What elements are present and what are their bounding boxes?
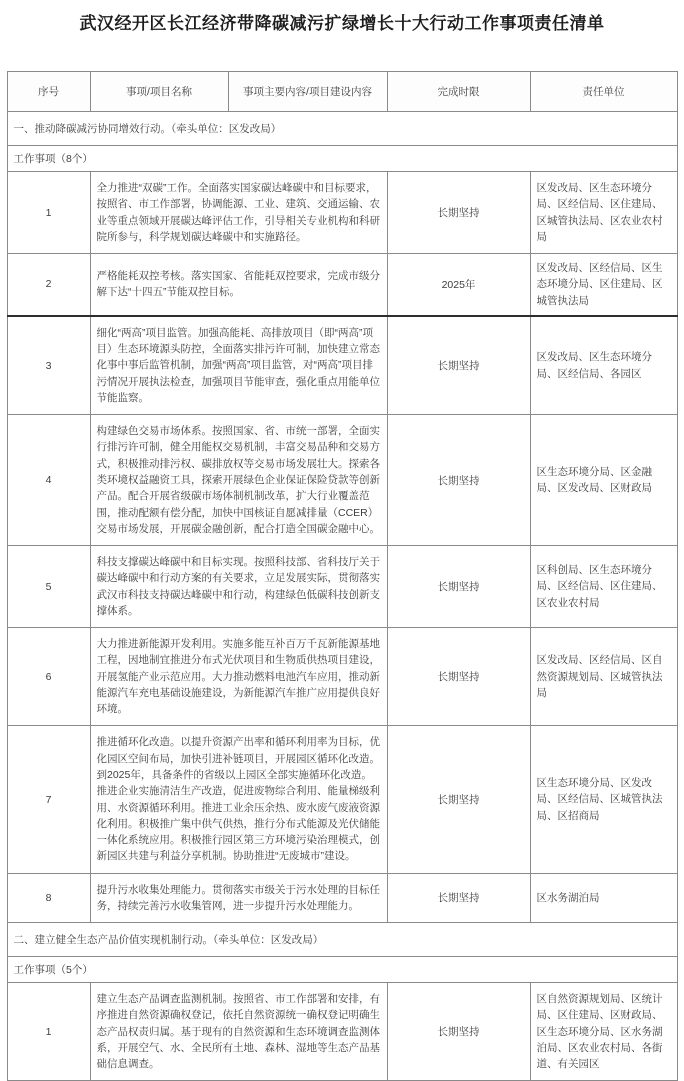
row-deadline-cell: 长期坚持 bbox=[387, 873, 530, 923]
row-unit-cell: 区发改局、区经信局、区自然资源规划局、区城管执法局 bbox=[530, 628, 677, 726]
row-content-cell: 构建绿色交易市场体系。按照国家、省、市统一部署，全面实行排污许可制，健全用能权交易机制，丰富交易品种和交易方式，积极推动排污权、碳排放权等交易市场发展壮大。探索各类环境权益融资工具，探索开展绿色企业保证保险贷款等创新产品。配合开展省级碳市场体制机制改革，扩大行业覆盖范围，推动配额有偿分配，加快中国核证自愿减排量（CCER）交易市场发展，开展碳金融创新，配合打造全国碳金融中心。 bbox=[90, 415, 387, 546]
row-number-cell: 1 bbox=[7, 983, 90, 1081]
row-deadline-cell: 长期坚持 bbox=[387, 415, 530, 546]
row-number-cell: 7 bbox=[7, 726, 90, 873]
row-number-cell: 3 bbox=[7, 316, 90, 415]
row-number-cell: 6 bbox=[7, 628, 90, 726]
row-content-cell: 细化“两高”项目监管。加强高能耗、高排放项目（即“两高”项目）生态环境源头防控，全面落实排污许可制，加快建立常态化事中事后监管机制，加强“两高”项目监管，对“两高”项目排污情况开展执法检查，加强项目节能审查，强化重点用能单位节能监察。 bbox=[90, 316, 387, 415]
row-deadline-cell: 2025年 bbox=[387, 254, 530, 316]
row-unit-cell: 区生态环境分局、区发改局、区经信局、区城管执法局、区招商局 bbox=[530, 726, 677, 873]
row-content-cell: 建立生态产品调查监测机制。按照省、市工作部署和安排，有序推进自然资源确权登记，依托自然资源统一确权登记明确生态产品权责归属。基于现有的自然资源和生态环境调查监测体系，开展空气、水、全民所有土地、森林、湿地等生态产品基础信息调查。 bbox=[90, 983, 387, 1081]
header-cell-name: 事项/项目名称 bbox=[90, 72, 228, 112]
row-number-cell: 5 bbox=[7, 546, 90, 628]
row-number-cell: 4 bbox=[7, 415, 90, 546]
section-header-row bbox=[7, 112, 677, 146]
row-unit-cell: 区生态环境分局、区金融局、区发改局、区财政局 bbox=[530, 415, 677, 546]
table-row bbox=[7, 546, 677, 628]
section-title: 一、推动降碳减污协同增效行动。（牵头单位：区发改局） bbox=[7, 112, 677, 146]
responsibility-table bbox=[7, 71, 678, 1081]
group-label: 工作事项（8个） bbox=[7, 146, 677, 172]
group-label: 工作事项（5个） bbox=[7, 957, 677, 983]
table-header bbox=[7, 72, 677, 112]
row-deadline-cell: 长期坚持 bbox=[387, 316, 530, 415]
row-deadline-cell: 长期坚持 bbox=[387, 546, 530, 628]
group-label-row bbox=[7, 957, 677, 983]
table-row bbox=[7, 316, 677, 415]
table-row bbox=[7, 172, 677, 254]
header-row bbox=[7, 72, 677, 112]
row-content-cell: 大力推进新能源开发利用。实施多能互补百万千瓦新能源基地工程，因地制宜推进分布式光伏项目和生物质供热项目建设，开展氢能产业示范应用。大力推动燃料电池汽车应用，推动新能源汽车充电基础设施建设，为新能源汽车推广应用提供良好环境。 bbox=[90, 628, 387, 726]
row-deadline-cell: 长期坚持 bbox=[387, 172, 530, 254]
table-row bbox=[7, 726, 677, 873]
row-unit-cell: 区科创局、区生态环境分局、区经信局、区住建局、区农业农村局 bbox=[530, 546, 677, 628]
table-row bbox=[7, 628, 677, 726]
section-title: 二、建立健全生态产品价值实现机制行动。（牵头单位：区发改局） bbox=[7, 923, 677, 957]
row-unit-cell: 区发改局、区生态环境分局、区经信局、区住建局、区城管执法局、区农业农村局 bbox=[530, 172, 677, 254]
row-number-cell: 1 bbox=[7, 172, 90, 254]
table-row bbox=[7, 254, 677, 316]
row-content-cell: 推进循环化改造。以提升资源产出率和循环利用率为目标，优化园区空间布局，加快引进补链项目，开展园区循环化改造。到2025年，具备条件的省级以上园区全部实施循环化改造。推进企业实施清洁生产改造，促进废物综合利用、能量梯级利用、水资源循环利用。推进工业余压余热、废水废气废液资源化利用。积极推广集中供气供热，推行分布式能源及光伏储能一体化系统应用。积极推行园区第三方环境污染治理模式，创新园区共建与利益分享机制。协助推进“无废城市”建设。 bbox=[90, 726, 387, 873]
table-row bbox=[7, 873, 677, 923]
page-title: 武汉经开区长江经济带降碳减污扩绿增长十大行动工作事项责任清单 bbox=[79, 14, 605, 33]
group-label-row bbox=[7, 146, 677, 172]
row-content-cell: 全力推进“双碳”工作。全面落实国家碳达峰碳中和目标要求，按照省、市工作部署，协调能源、工业、建筑、交通运输、农业等重点领域开展碳达峰评估工作，引导相关专业机构和科研院所参与，科学规划碳达峰碳中和实施路径。 bbox=[90, 172, 387, 254]
row-number-cell: 2 bbox=[7, 254, 90, 316]
table-body bbox=[7, 112, 677, 1081]
row-unit-cell: 区水务湖泊局 bbox=[530, 873, 677, 923]
row-content-cell: 严格能耗双控考核。落实国家、省能耗双控要求，完成市级分解下达“十四五”节能双控目标。 bbox=[90, 254, 387, 316]
row-deadline-cell: 长期坚持 bbox=[387, 726, 530, 873]
row-unit-cell: 区自然资源规划局、区统计局、区住建局、区财政局、区生态环境分局、区水务湖泊局、区农业农村局、各街道、有关园区 bbox=[530, 983, 677, 1081]
header-cell-no: 序号 bbox=[7, 72, 90, 112]
section-header-row bbox=[7, 923, 677, 957]
row-unit-cell: 区发改局、区生态环境分局、区经信局、各园区 bbox=[530, 316, 677, 415]
row-deadline-cell: 长期坚持 bbox=[387, 628, 530, 726]
table-row bbox=[7, 415, 677, 546]
row-number-cell: 8 bbox=[7, 873, 90, 923]
row-unit-cell: 区发改局、区经信局、区生态环境分局、区住建局、区城管执法局 bbox=[530, 254, 677, 316]
row-content-cell: 科技支撑碳达峰碳中和目标实现。按照科技部、省科技厅关于碳达峰碳中和行动方案的有关要求，立足发展实际，贯彻落实武汉市科技支持碳达峰碳中和行动，构建绿色低碳科技创新支撑体系。 bbox=[90, 546, 387, 628]
table-row bbox=[7, 983, 677, 1081]
header-cell-unit: 责任单位 bbox=[530, 72, 677, 112]
row-deadline-cell: 长期坚持 bbox=[387, 983, 530, 1081]
header-cell-deadline: 完成时限 bbox=[387, 72, 530, 112]
header-cell-content: 事项主要内容/项目建设内容 bbox=[228, 72, 387, 112]
row-content-cell: 提升污水收集处理能力。贯彻落实市级关于污水处理的目标任务，持续完善污水收集管网，进一步提升污水处理能力。 bbox=[90, 873, 387, 923]
